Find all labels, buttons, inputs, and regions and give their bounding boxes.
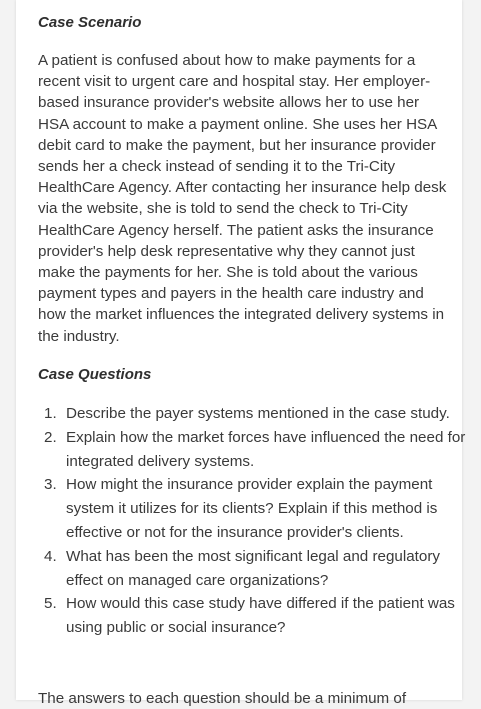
- question-item: What has been the most significant legal and regulatory effect on managed care organizations?: [66, 547, 440, 589]
- question-item: How might the insurance provider explain the payment system it utilizes for its clients? Explain if this method is effective or not for the insurance provider's clients.: [66, 476, 438, 541]
- case-scenario-text: A patient is confused about how to make payments for a recent visit to urgent care and hospital stay. Her employer-based insurance provider's website allows her to use her HSA account to make a payment online. She uses her HSA debit card to make the payment, but her insurance provider sends her a check instead of sending it to the Tri-City HealthCare Agency. After contacting her insurance help desk via the website, she is told to send the check to Tri-City HealthCare Agency herself. The patient asks the insurance provider's help desk representative why they cannot just make the payments for her. She is told about the various payment types and payers in the health care industry and how the market influences the integrated delivery systems in the industry.: [38, 52, 447, 345]
- question-item: How would this case study have differed if the patient was using public or social insurance?: [66, 595, 455, 637]
- document-page: [16, 0, 466, 707]
- case-questions-heading: Case Questions: [38, 366, 152, 383]
- question-item: Explain how the market forces have influenced the need for integrated delivery systems.: [66, 428, 466, 470]
- case-scenario-heading: Case Scenario: [38, 14, 142, 31]
- case-questions-list: [38, 402, 476, 640]
- cutoff-text: The answers to each question should be a minimum of: [38, 690, 407, 707]
- question-item: Describe the payer systems mentioned in the case study.: [66, 405, 450, 422]
